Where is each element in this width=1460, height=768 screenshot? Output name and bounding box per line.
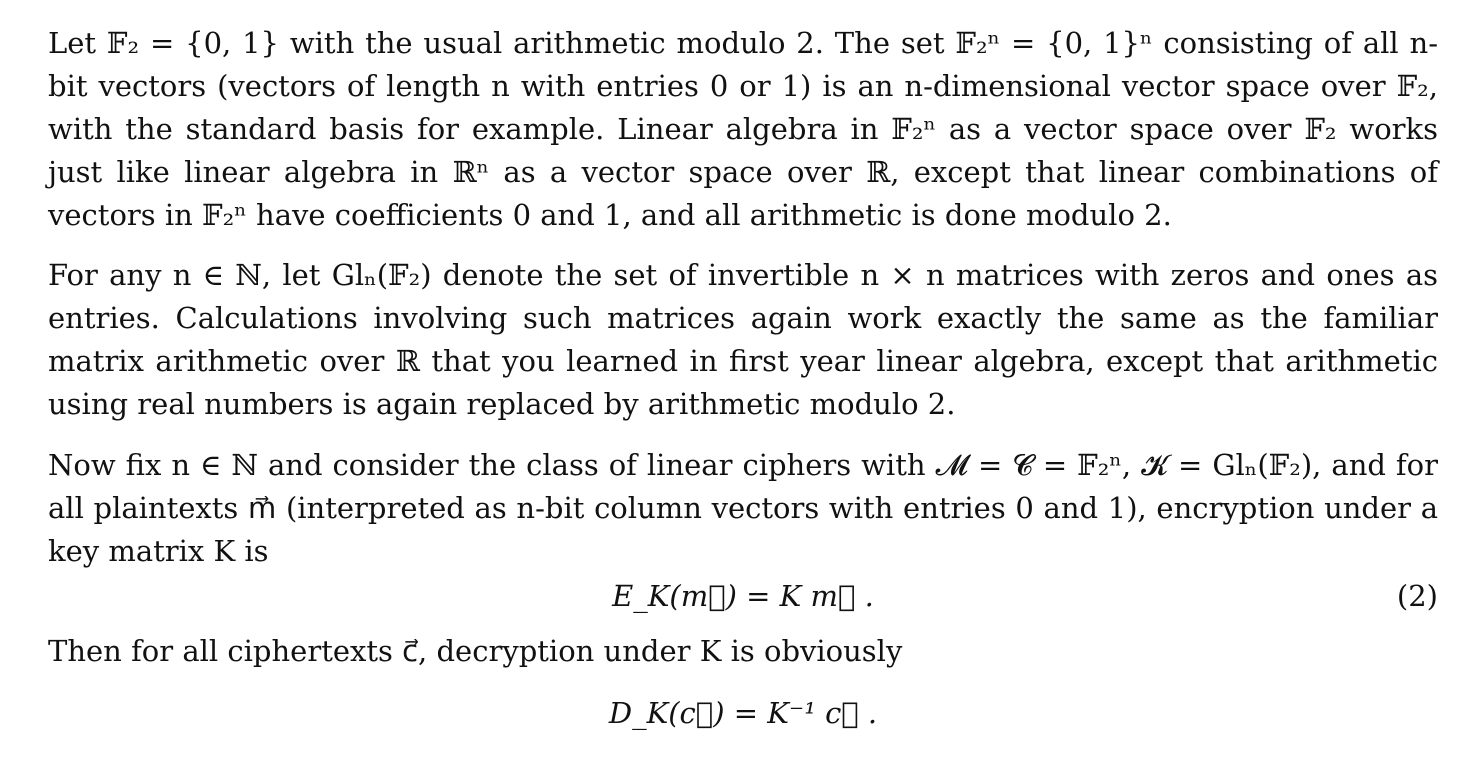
paragraph-1: Let 𝔽₂ = {0, 1} with the usual arithmetic modulo 2. The set 𝔽₂ⁿ = {0, 1}ⁿ consisting of all n-bit vectors (vectors of length n with entries 0 or 1) is an n-dimensional vector space over 𝔽₂, with the standard basis for example. Linear algebra in 𝔽₂ⁿ as a vector space over 𝔽₂ works just like linear algebra in ℝⁿ as a vector space over ℝ, except that linear combinations of vectors in 𝔽₂ⁿ have coefficients 0 and 1, and all arithmetic is done modulo 2. xyxy=(48,26,1438,232)
paragraph-2: For any n ∈ ℕ, let Glₙ(𝔽₂) denote the set of invertible n × n matrices with zeros and ones as entries. Calculations involving such matrices again work exactly the same as the familiar matrix arithmetic over ℝ that you learned in first year linear algebra, except that arithmetic using real numbers is again replaced by arithmetic modulo 2. xyxy=(48,258,1438,421)
equation-decryption-body: D_K(c⃗) = K⁻¹ c⃗ . xyxy=(608,696,878,730)
paragraph-3: Now fix n ∈ ℕ and consider the class of linear ciphers with 𝓜 = 𝓒 = 𝔽₂ⁿ, 𝓚 = Glₙ(𝔽₂), and for all plaintexts m⃗ (interpreted as n-bit column vectors with entries 0 and 1), encryption under a key matrix K is xyxy=(48,448,1438,568)
equation-decryption xyxy=(48,692,1438,735)
equation-encryption xyxy=(48,575,1438,618)
equation-encryption-body: E_K(m⃗) = K m⃗ . xyxy=(612,579,874,613)
paragraph-4: Then for all ciphertexts c⃗, decryption under K is obviously xyxy=(48,634,903,668)
equation-number: (2) xyxy=(1396,579,1438,613)
